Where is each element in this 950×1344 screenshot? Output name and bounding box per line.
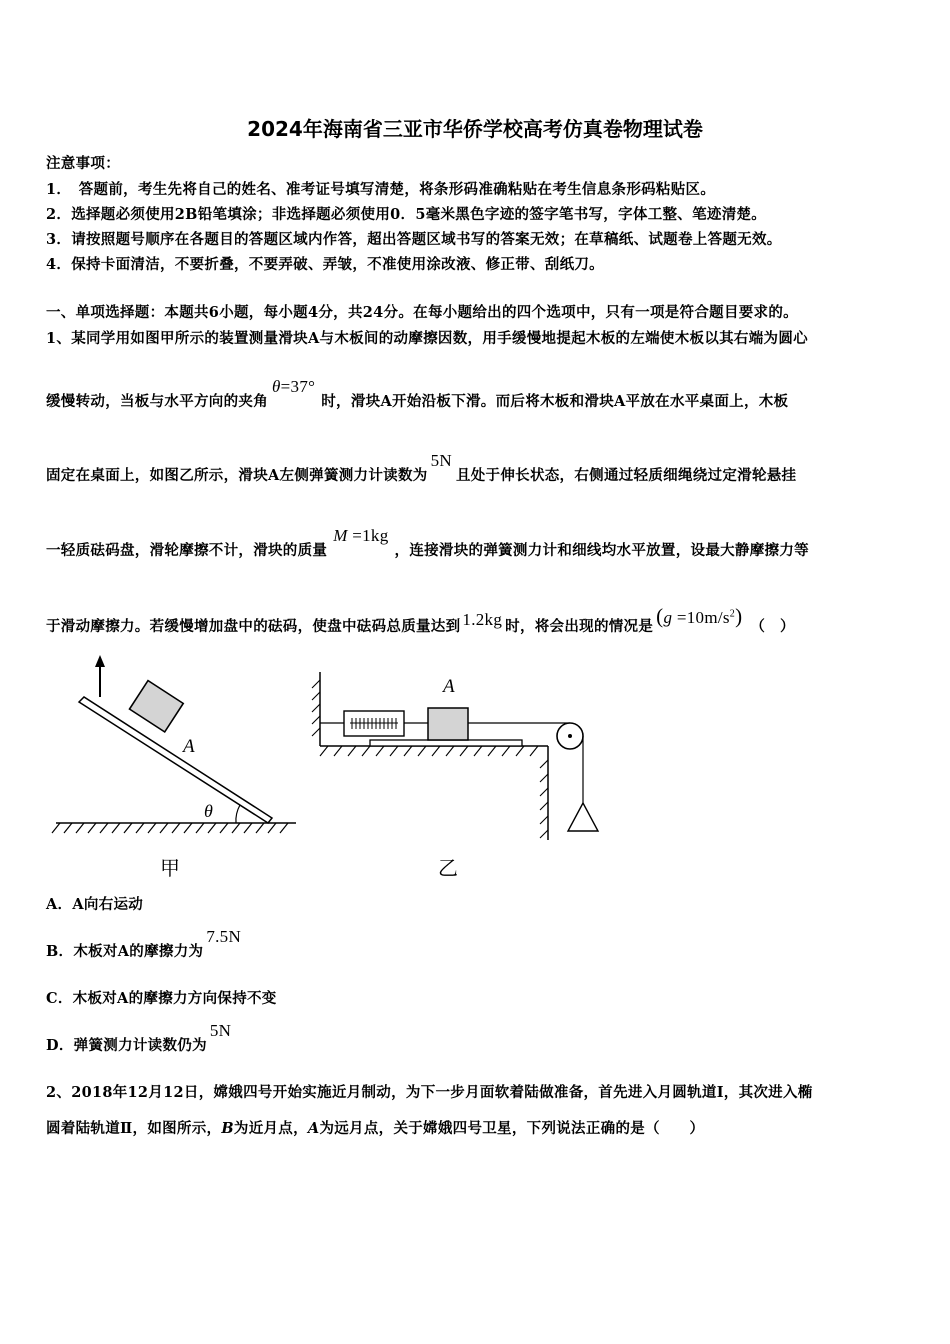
option-c: C．木板对A的摩擦力方向保持不变 [46, 990, 277, 1007]
question-2-line: 2、2018年12月12日，嫦娥四号开始实施近月制动，为下一步月面软着陆做准备，首先进入月圆轨道Ⅰ，其次进入椭 [46, 1084, 813, 1101]
notice-heading: 注意事项： [46, 155, 120, 172]
weight-pan [568, 803, 598, 831]
edge-hatch [540, 760, 548, 838]
question-1-line: 缓慢转动，当板与水平方向的夹角θ=37°时，滑块A开始沿板下滑。而后将木板和滑块A平放在水平桌面上，木板 [46, 377, 789, 410]
ground-hatch [52, 823, 288, 833]
question-1-line: 于滑动摩擦力。若缓慢增加盘中的砝码，使盘中砝码总质量达到 1.2kg 时，将会出现的情况是 $(g =10m/s^2)$ （ ） [46, 604, 795, 635]
question-1-line: 固定在桌面上，如图乙所示，滑块A左侧弹簧测力计读数为5N且处于伸长状态，右侧通过轻质细绳绕过定滑轮悬挂 [46, 451, 797, 484]
spring-reading: 5N [430, 451, 452, 470]
notice-item: 1． 答题前，考生先将自己的姓名、准考证号填写清楚，将条形码准确粘贴在考生信息条形码粘贴区。 [46, 181, 716, 198]
figure-table [310, 668, 610, 842]
table-hatch [320, 746, 538, 756]
wooden-board [370, 740, 522, 746]
caption-yi: 乙 [438, 856, 458, 880]
notice-item: 3．请按照题号顺序在各题目的答题区域内作答，超出答题区域书写的答案无效；在草稿纸、试题卷上答题无效。 [46, 231, 782, 248]
pulley-axle [568, 734, 572, 738]
angle-arc [236, 805, 240, 823]
figure-incline [48, 655, 300, 860]
wall-hatch [312, 680, 320, 736]
notice-item: 2．选择题必须使用2B铅笔填涂；非选择题必须使用0．5毫米黑色字迹的签字笔书写，字体工整、笔迹清楚。 [46, 206, 767, 223]
slider-block-a [428, 708, 468, 740]
arrow-head-icon [95, 655, 105, 667]
caption-jia: 甲 [160, 856, 180, 880]
slider-block-a [129, 681, 183, 732]
mass-symbol: M [333, 526, 348, 545]
question-1-line: 一轻质砝码盘，滑轮摩擦不计，滑块的质量M =1kg，连接滑块的弹簧测力计和细线均水平放置，设最大静摩擦力等 [46, 526, 809, 559]
theta-symbol: θ [272, 377, 281, 396]
question-1-line: 1、某同学用如图甲所示的装置测量滑块A与木板间的动摩擦因数，用手缓慢地提起木板的左端使木板以其右端为圆心 [46, 330, 808, 347]
option-d: D．弹簧测力计读数仍为5N [46, 1021, 232, 1054]
label-a: A [443, 676, 455, 697]
weight-mass: 1.2kg [462, 610, 503, 629]
section-heading: 一、单项选择题：本题共6小题，每小题4分，共24分。在每小题给出的四个选项中，只有一项是符合题目要求的。 [46, 304, 798, 321]
question-2-line: 圆着陆轨道Ⅱ，如图所示，B为近月点，A为远月点，关于嫦娥四号卫星，下列说法正确的是（ ） [46, 1120, 705, 1137]
option-b: B．木板对A的摩擦力为7.5N [46, 927, 242, 960]
notice-item: 4．保持卡面清洁，不要折叠，不要弄破、弄皱，不准使用涂改液、修正带、刮纸刀。 [46, 256, 604, 273]
option-a: A．A向右运动 [46, 896, 144, 913]
label-theta: θ [204, 801, 213, 821]
page-title: 2024年海南省三亚市华侨学校高考仿真卷物理试卷 [247, 117, 703, 141]
label-a: A [183, 736, 195, 757]
